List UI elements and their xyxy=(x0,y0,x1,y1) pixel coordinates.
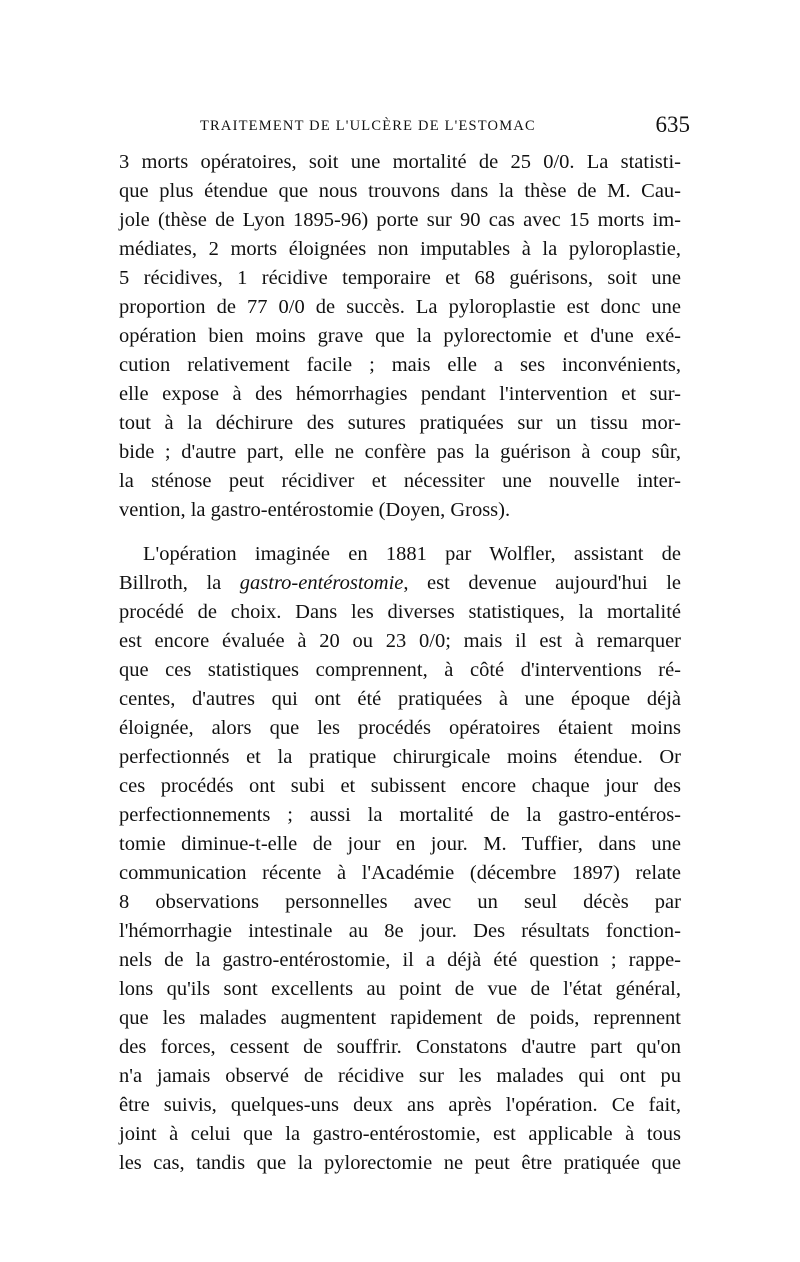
paragraph-1 xyxy=(119,148,681,525)
paragraph-2 xyxy=(119,540,681,1178)
text-line: communication récente à l'Académie (décembre 1897) relate xyxy=(119,862,681,884)
text-line-with-italic xyxy=(119,569,681,598)
text-line: centes, d'autres qui ont été pratiquées à une époque déjà xyxy=(119,688,681,710)
text-line: lons qu'ils sont excellents au point de vue de l'état général, xyxy=(119,978,681,1000)
text-line: perfectionnements ; aussi la mortalité de la gastro-entéros- xyxy=(119,804,681,826)
text-line: des forces, cessent de souffrir. Constatons d'autre part qu'on xyxy=(119,1036,681,1058)
text-line: l'hémorrhagie intestinale au 8e jour. Des résultats fonction- xyxy=(119,920,681,942)
text-line: jole (thèse de Lyon 1895-96) porte sur 90 cas avec 15 morts im- xyxy=(119,209,681,231)
text-line: elle expose à des hémorrhagies pendant l'intervention et sur- xyxy=(119,383,681,405)
text-line: procédé de choix. Dans les diverses statistiques, la mortalité xyxy=(119,601,681,623)
text-line: que les malades augmentent rapidement de poids, reprennent xyxy=(119,1007,681,1029)
text-line: vention, la gastro-entérostomie (Doyen, Gross). xyxy=(119,499,511,521)
text-line: perfectionnés et la pratique chirurgicale moins étendue. Or xyxy=(119,746,681,768)
text-line: la sténose peut récidiver et nécessiter une nouvelle inter- xyxy=(119,470,681,492)
text-run: Billroth, la xyxy=(119,572,240,594)
text-line: ces procédés ont subi et subissent encore chaque jour des xyxy=(119,775,681,797)
text-line: cution relativement facile ; mais elle a ses inconvénients, xyxy=(119,354,681,376)
text-line: éloignée, alors que les procédés opératoires étaient moins xyxy=(119,717,681,739)
text-line: tout à la déchirure des sutures pratiquées sur un tissu mor- xyxy=(119,412,681,434)
text-line: opération bien moins grave que la pylorectomie et d'une exé- xyxy=(119,325,681,347)
text-line: médiates, 2 morts éloignées non imputables à la pyloroplastie, xyxy=(119,238,681,260)
text-line: que plus étendue que nous trouvons dans la thèse de M. Cau- xyxy=(119,180,681,202)
text-line: n'a jamais observé de récidive sur les malades qui ont pu xyxy=(119,1065,681,1087)
text-line: tomie diminue-t-elle de jour en jour. M. Tuffier, dans une xyxy=(119,833,681,855)
text-line: 3 morts opératoires, soit une mortalité de 25 0/0. La statisti- xyxy=(119,151,681,173)
body-text xyxy=(119,148,681,1178)
text-line: 8 observations personnelles avec un seul décès par xyxy=(119,891,681,913)
text-line: les cas, tandis que la pylorectomie ne peut être pratiquée que xyxy=(119,1152,681,1174)
running-header xyxy=(200,112,690,142)
text-line: être suivis, quelques-uns deux ans après l'opération. Ce fait, xyxy=(119,1094,681,1116)
text-line: proportion de 77 0/0 de succès. La pyloroplastie est donc une xyxy=(119,296,681,318)
text-line: nels de la gastro-entérostomie, il a déjà été question ; rappe- xyxy=(119,949,681,971)
text-line: que ces statistiques comprennent, à côté d'interventions ré- xyxy=(119,659,681,681)
text-line: L'opération imaginée en 1881 par Wolfler, assistant de xyxy=(143,543,681,565)
text-line: joint à celui que la gastro-entérostomie, est applicable à tous xyxy=(119,1123,681,1145)
text-line: est encore évaluée à 20 ou 23 0/0; mais il est à remarquer xyxy=(119,630,681,652)
text-line: bide ; d'autre part, elle ne confère pas la guérison à coup sûr, xyxy=(119,441,681,463)
page-number: 635 xyxy=(655,112,690,137)
running-title: TRAITEMENT DE L'ULCÈRE DE L'ESTOMAC xyxy=(200,118,536,134)
text-line: 5 récidives, 1 récidive temporaire et 68 guérisons, soit une xyxy=(119,267,681,289)
paragraph-gap xyxy=(119,525,681,540)
text-run: , est devenue aujourd'hui le xyxy=(403,572,681,594)
italic-term: gastro-entérostomie xyxy=(239,572,404,594)
